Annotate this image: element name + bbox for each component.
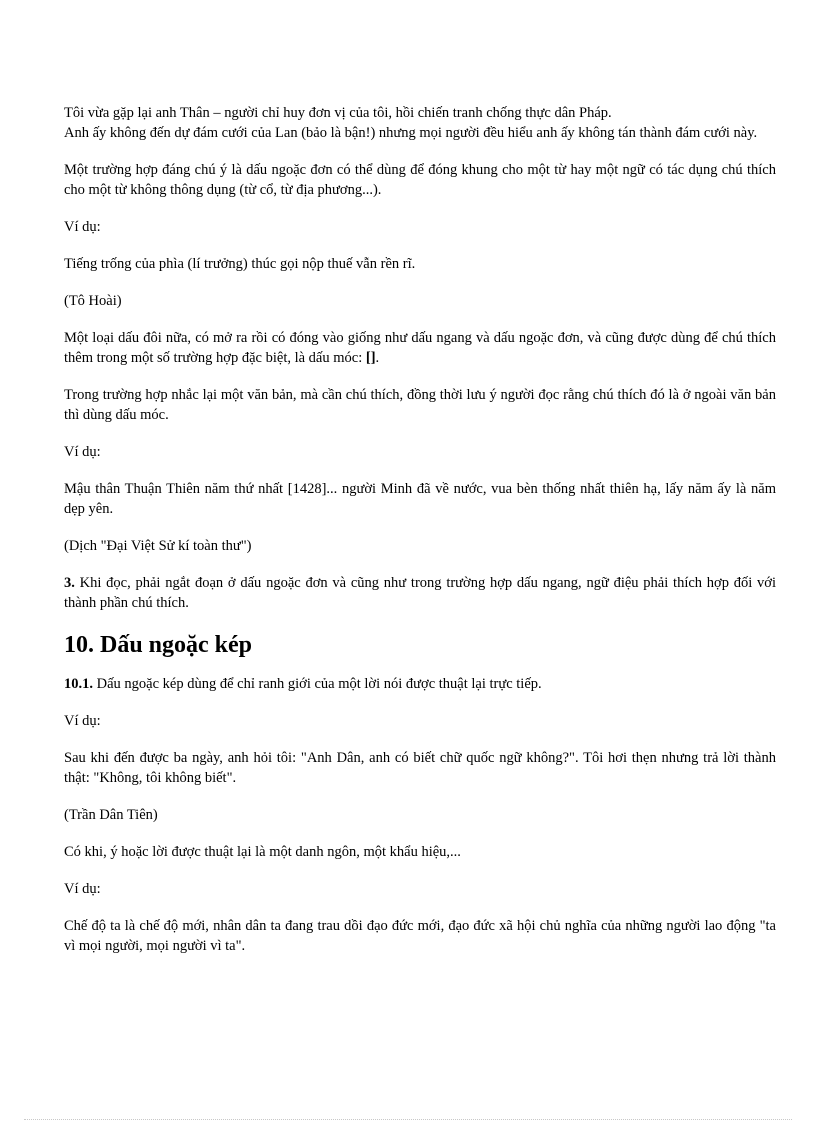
paragraph-text: Dấu ngoặc kép dùng để chỉ ranh giới của một lời nói được thuật lại trực tiếp. bbox=[93, 676, 542, 692]
example-label: Ví dụ: bbox=[64, 444, 101, 460]
example-label: Ví dụ: bbox=[64, 713, 101, 729]
item-number: 3. bbox=[64, 575, 75, 591]
paragraph-text: Khi đọc, phải ngắt đoạn ở dấu ngoặc đơn và cũng như trong trường hợp dấu ngang, ngữ điệu phải thích hợp đối với thành phần chú thích. bbox=[64, 575, 776, 611]
example-quote: Sau khi đến được ba ngày, anh hỏi tôi: "Anh Dân, anh có biết chữ quốc ngữ không?". Tôi hơi thẹn nhưng trả lời thành thật: "Không, tôi không biết". bbox=[64, 750, 776, 786]
document-body bbox=[64, 103, 776, 973]
example-quote: Mậu thân Thuận Thiên năm thứ nhất [1428]... người Minh đã về nước, vua bèn thống nhất thiên hạ, lấy năm ấy là năm dẹp yên. bbox=[64, 481, 776, 517]
example-label: Ví dụ: bbox=[64, 881, 101, 897]
bracket-symbol: [] bbox=[365, 350, 376, 366]
example-quote: Tiếng trống của phìa (lí trưởng) thúc gọi nộp thuế vẫn rền rĩ. bbox=[64, 256, 416, 272]
citation: (Dịch "Đại Việt Sử kí toàn thư") bbox=[64, 538, 252, 554]
paragraph: Có khi, ý hoặc lời được thuật lại là một danh ngôn, một khẩu hiệu,... bbox=[64, 844, 461, 860]
paragraph: Một trường hợp đáng chú ý là dấu ngoặc đơn có thể dùng để đóng khung cho một từ hay một ngữ có tác dụng chú thích cho một từ không thông dụng (từ cổ, từ địa phương...). bbox=[64, 162, 776, 198]
paragraph bbox=[64, 328, 776, 368]
numbered-paragraph bbox=[64, 573, 776, 613]
paragraph: Trong trường hợp nhắc lại một văn bản, mà cần chú thích, đồng thời lưu ý người đọc rằng chú thích đó là ở ngoài văn bản thì dùng dấu móc. bbox=[64, 387, 776, 423]
citation: (Tô Hoài) bbox=[64, 293, 122, 309]
paragraph-text: Một loại dấu đôi nữa, có mở ra rồi có đóng vào giống như dấu ngang và dấu ngoặc đơn, và cũng được dùng để chú thích thêm trong một số trường hợp đặc biệt, là dấu móc: bbox=[64, 330, 776, 366]
paragraph-end: . bbox=[375, 350, 380, 366]
section-heading: 10. Dấu ngoặc kép bbox=[64, 632, 253, 658]
example-quote: Chế độ ta là chế độ mới, nhân dân ta đang trau dồi đạo đức mới, đạo đức xã hội chủ nghĩa của những người lao động "ta vì mọi người, mọi người vì ta". bbox=[64, 918, 776, 954]
paragraph: Tôi vừa gặp lại anh Thân – người chỉ huy đơn vị của tôi, hồi chiến tranh chống thực dân Pháp. bbox=[64, 105, 612, 121]
example-label: Ví dụ: bbox=[64, 219, 101, 235]
item-number: 10.1. bbox=[64, 676, 93, 692]
page-divider bbox=[24, 1119, 792, 1120]
paragraph: Anh ấy không đến dự đám cưới của Lan (bảo là bận!) nhưng mọi người đều hiểu anh ấy không tán thành đám cưới này. bbox=[64, 125, 758, 141]
citation: (Trần Dân Tiên) bbox=[64, 807, 158, 823]
numbered-paragraph bbox=[64, 674, 776, 694]
